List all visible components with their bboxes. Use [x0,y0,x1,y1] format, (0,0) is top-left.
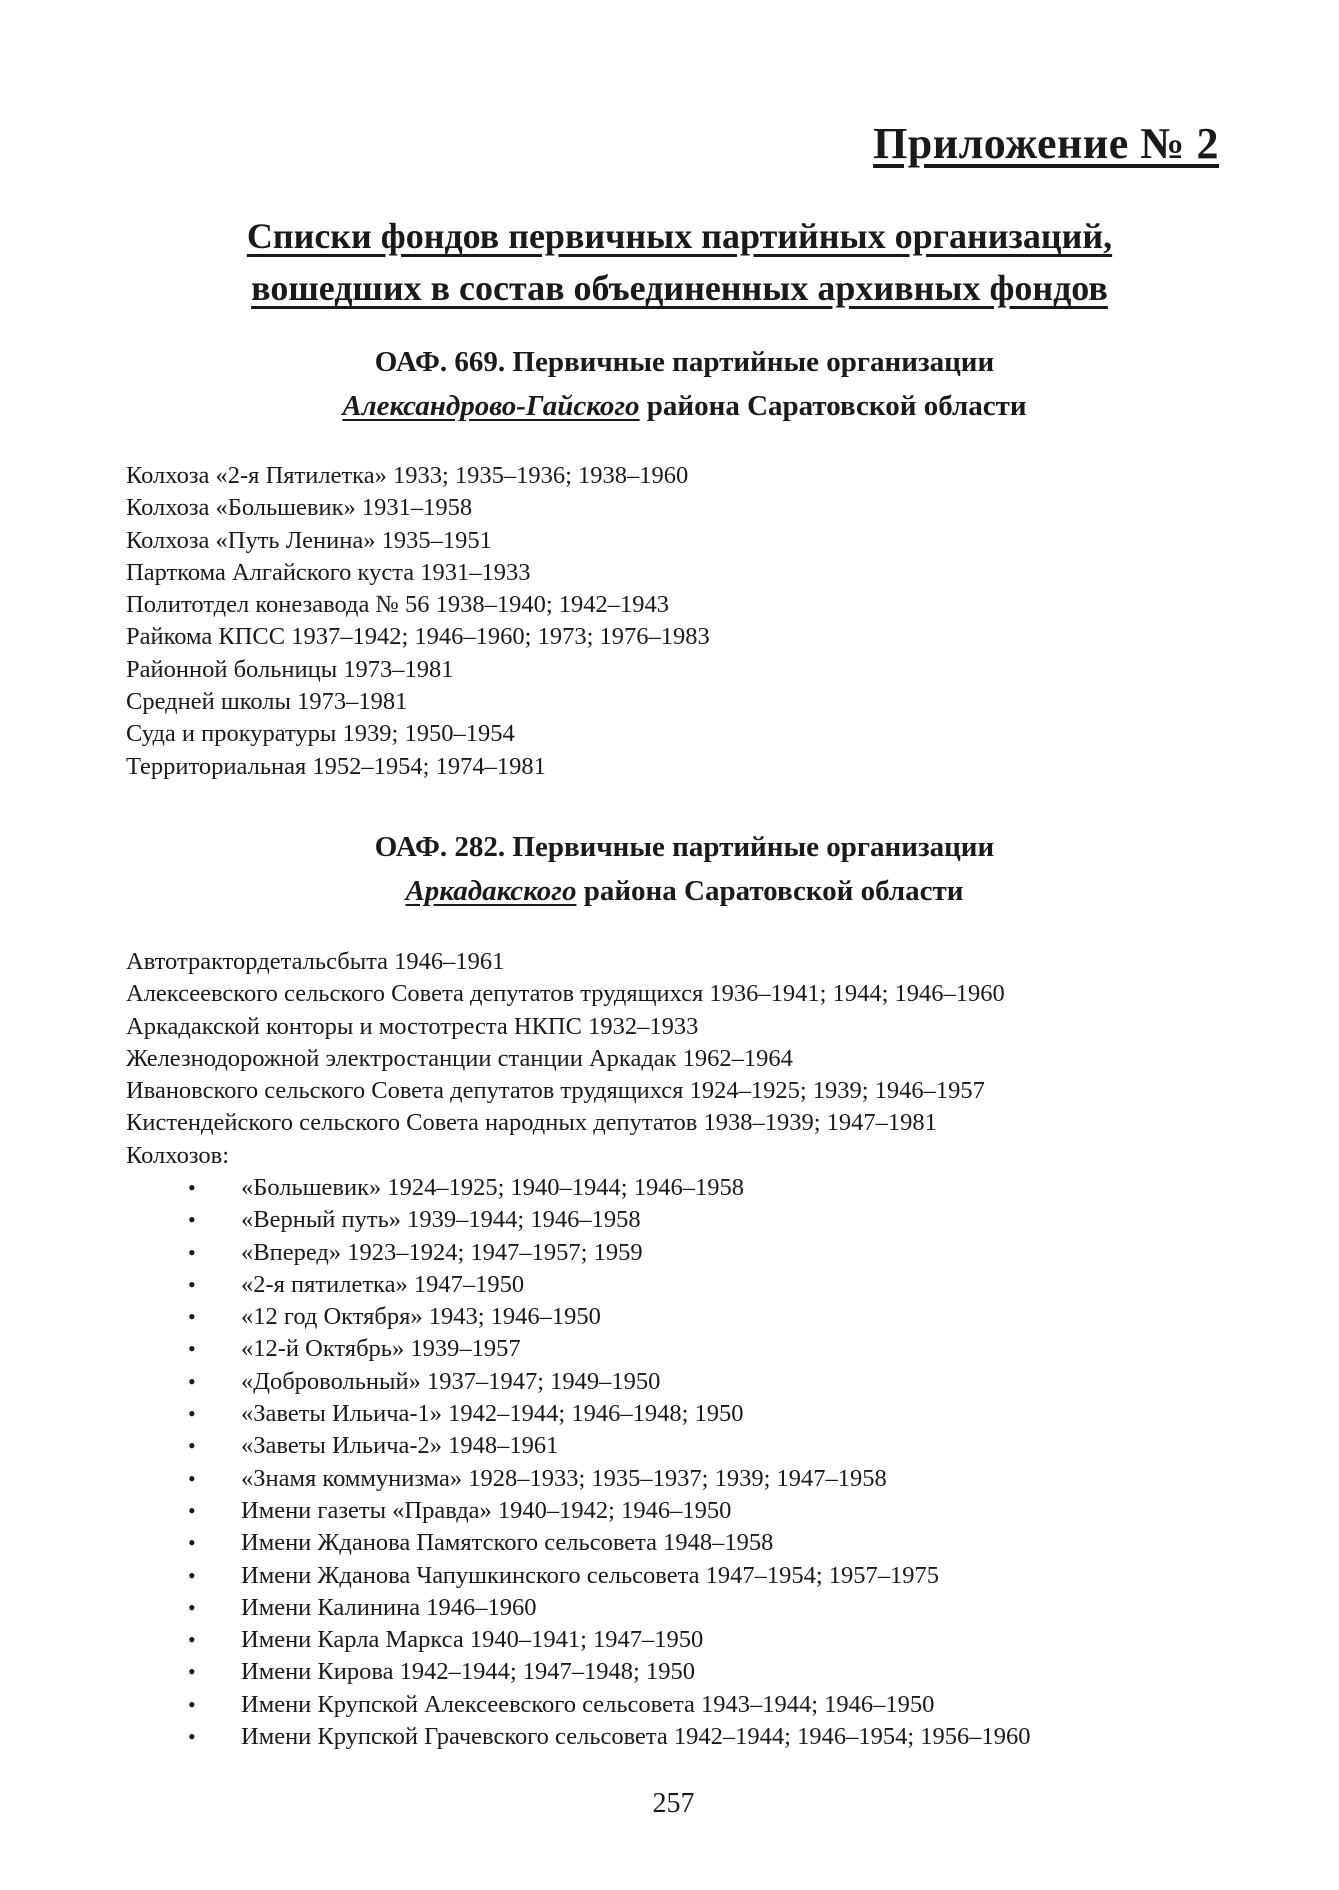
list-item: Районной больницы 1973–1981 [126,655,454,683]
bullet-list-item [126,1721,1031,1753]
bullet-list-item [126,1592,1031,1624]
bullet-list-item [126,1430,1031,1462]
section-heading-line-2-rest: района Саратовской области [576,875,964,907]
bullet-icon: • [188,1271,196,1297]
bullet-icon: • [188,1691,196,1717]
section-heading-line-1: ОАФ. 669. Первичные партийные организации [374,346,995,378]
bullet-list-item [126,1366,1031,1398]
section-heading-line-2 [30,869,1339,913]
list-item: Территориальная 1952–1954; 1974–1981 [126,752,546,780]
bullet-icon: • [188,1336,196,1362]
bullet-icon: • [188,1724,196,1750]
list-item: Ивановского сельского Совета депутатов трудящихся 1924–1925; 1939; 1946–1957 [126,1077,985,1105]
main-title-line-1: Списки фондов первичных партийных организаций, [246,216,1113,256]
main-title [0,210,1339,314]
list-item: Колхоза «2-я Пятилетка» 1933; 1935–1936; 1938–1960 [126,462,689,489]
bullet-text: Имени газеты «Правда» 1940–1942; 1946–1950 [241,1496,732,1524]
list-item: Райкома КПСС 1937–1942; 1946–1960; 1973; 1976–1983 [126,623,710,651]
bullet-icon: • [188,1175,196,1200]
bullet-icon: • [188,1433,196,1459]
bullet-list-item [126,1495,1031,1527]
bullet-icon: • [188,1562,196,1588]
bullet-text: Имени Жданова Чапушкинского сельсовета 1947–1954; 1957–1975 [241,1561,940,1589]
list-item: Железнодорожной электростанции станции Аркадак 1962–1964 [126,1044,793,1072]
bullet-text: Имени Крупской Алексеевского сельсовета 1943–1944; 1946–1950 [241,1690,935,1718]
bullet-list-item [126,1560,1031,1592]
district-name: Александрово-Гайского [342,390,640,422]
bullet-icon: • [188,1627,196,1653]
bullet-list-item [126,1689,1031,1721]
bullet-text: «Вперед» 1923–1924; 1947–1957; 1959 [241,1238,643,1266]
bullet-icon: • [188,1659,196,1685]
bullet-list-item [126,1333,1031,1365]
bullet-text: «Заветы Ильича-1» 1942–1944; 1946–1948; 1950 [241,1400,744,1428]
bullet-icon: • [188,1401,196,1427]
list-item: Политотдел конезавода № 56 1938–1940; 1942–1943 [126,591,670,619]
bullet-text: Имени Калинина 1946–1960 [241,1593,537,1621]
section-heading-line-1: ОАФ. 282. Первичные партийные организации [374,831,995,863]
list-item: Кистендейского сельского Совета народных депутатов 1938–1939; 1947–1981 [126,1109,937,1137]
bullet-list-item [126,1398,1031,1430]
appendix-title: Приложение № 2 [873,119,1219,168]
section-heading-oaf-669 [0,340,1339,428]
bullet-text: «2-я пятилетка» 1947–1950 [241,1270,525,1298]
bullet-list-item [126,1172,1031,1204]
bullet-list-item [126,1624,1031,1656]
bullet-text: «Добровольный» 1937–1947; 1949–1950 [241,1367,661,1395]
bullet-text: Имени Крупской Грачевского сельсовета 1942–1944; 1946–1954; 1956–1960 [241,1723,1031,1751]
list-item: Аркадакской конторы и мостотреста НКПС 1932–1933 [126,1012,699,1040]
bullet-text: «Большевик» 1924–1925; 1940–1944; 1946–1958 [241,1174,744,1201]
bullet-text: «Знамя коммунизма» 1928–1933; 1935–1937; 1939; 1947–1958 [241,1464,887,1492]
list-item: Средней школы 1973–1981 [126,688,408,716]
entry-list-oaf-669 [126,460,710,783]
bullet-text: Имени Кирова 1942–1944; 1947–1948; 1950 [241,1658,695,1686]
bullet-text: Имени Жданова Памятского сельсовета 1948–1958 [241,1529,774,1557]
section-heading-line-2-rest: района Саратовской области [639,390,1027,422]
section-heading-line-2 [30,384,1339,428]
main-title-line-2: вошедших в состав объединенных архивных фондов [251,268,1108,308]
bullet-icon: • [188,1239,196,1265]
list-item: Колхозов: [126,1141,230,1169]
bullet-list-item [126,1301,1031,1333]
bullet-list-item [126,1237,1031,1269]
list-item: Колхоза «Большевик» 1931–1958 [126,494,473,522]
bullet-list-item [126,1463,1031,1495]
bullet-list-item [126,1269,1031,1301]
bullet-icon: • [188,1530,196,1556]
bullet-icon: • [188,1368,196,1394]
kolkhoz-bullet-list [126,1172,1031,1753]
bullet-icon: • [188,1465,196,1491]
bullet-list-item [126,1204,1031,1236]
bullet-list-item [126,1527,1031,1559]
list-item: Парткома Алгайского куста 1931–1933 [126,558,531,586]
bullet-text: «12 год Октября» 1943; 1946–1950 [241,1303,601,1331]
section-heading-oaf-282 [0,825,1339,913]
page-number: 257 [652,1788,695,1819]
bullet-list-item [126,1656,1031,1688]
list-item: Колхоза «Путь Ленина» 1935–1951 [126,526,492,554]
district-name: Аркадакского [405,875,577,907]
list-item: Алексеевского сельского Совета депутатов трудящихся 1936–1941; 1944; 1946–1960 [126,980,1005,1008]
list-item: Автотрактордетальсбыта 1946–1961 [126,948,505,975]
bullet-icon: • [188,1594,196,1620]
list-item: Суда и прокуратуры 1939; 1950–1954 [126,720,515,748]
bullet-icon: • [188,1207,196,1233]
bullet-icon: • [188,1304,196,1330]
bullet-text: «Заветы Ильича-2» 1948–1961 [241,1432,559,1460]
bullet-text: «12-й Октябрь» 1939–1957 [241,1335,521,1363]
entry-list-oaf-282 [126,946,1005,1172]
bullet-text: Имени Карла Маркса 1940–1941; 1947–1950 [241,1626,704,1654]
bullet-text: «Верный путь» 1939–1944; 1946–1958 [241,1206,641,1234]
bullet-icon: • [188,1497,196,1523]
